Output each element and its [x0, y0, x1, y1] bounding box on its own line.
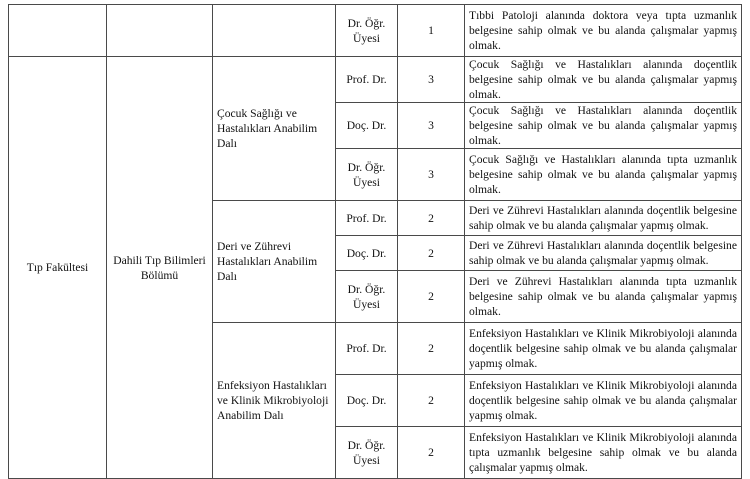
table-row	[9, 57, 742, 103]
division-name: Enfeksiyon Hastalıkları ve Klinik Mikrobiyoloji Anabilim Dalı	[213, 323, 336, 479]
faculty-name: Tıp Fakültesi	[9, 57, 107, 479]
position-requirement: Çocuk Sağlığı ve Hastalıkları alanında doçentlik belgesine sahip olmak ve bu alanda çalışmalar yapmış olmak.	[465, 57, 742, 103]
position-count: 1	[398, 5, 465, 57]
position-requirement: Deri ve Zührevi Hastalıkları alanında doçentlik belgesine sahip olmak ve bu alanda çalışmalar yapmış olmak.	[465, 201, 742, 236]
department-name: Dahili Tıp Bilimleri Bölümü	[107, 57, 213, 479]
position-requirement: Enfeksiyon Hastalıkları ve Klinik Mikrobiyoloji alanında doçentlik belgesine sahip olmak ve bu alanda çalışmalar yapmış olmak.	[465, 375, 742, 427]
position-count: 3	[398, 57, 465, 103]
position-requirement: Enfeksiyon Hastalıkları ve Klinik Mikrobiyoloji alanında doçentlik belgesine sahip olmak ve bu alanda çalışmalar yapmış olmak.	[465, 323, 742, 375]
staff-position-table	[8, 4, 742, 479]
position-count: 2	[398, 427, 465, 479]
position-title: Doç. Dr.	[336, 103, 398, 149]
faculty-cell-empty	[9, 5, 107, 57]
position-count: 3	[398, 103, 465, 149]
position-title: Doç. Dr.	[336, 375, 398, 427]
position-count: 2	[398, 323, 465, 375]
position-requirement: Tıbbi Patoloji alanında doktora veya tıpta uzmanlık belgesine sahip olmak ve bu alanda çalışmalar yapmış olmak.	[465, 5, 742, 57]
position-requirement: Çocuk Sağlığı ve Hastalıkları alanında tıpta uzmanlık belgesine sahip olmak ve bu alanda çalışmalar yapmış olmak.	[465, 149, 742, 201]
position-title: Dr. Öğr. Üyesi	[336, 149, 398, 201]
position-requirement: Deri ve Zührevi Hastalıkları alanında tıpta uzmanlık belgesine sahip olmak ve bu alanda çalışmalar yapmış olmak.	[465, 271, 742, 323]
position-count: 2	[398, 236, 465, 271]
position-title: Doç. Dr.	[336, 236, 398, 271]
position-title: Prof. Dr.	[336, 57, 398, 103]
position-count: 2	[398, 271, 465, 323]
position-count: 3	[398, 149, 465, 201]
position-count: 2	[398, 375, 465, 427]
position-title: Dr. Öğr. Üyesi	[336, 5, 398, 57]
division-name: Deri ve Zührevi Hastalıkları Anabilim Dalı	[213, 201, 336, 323]
department-cell-empty	[107, 5, 213, 57]
table-row	[9, 5, 742, 57]
position-requirement: Çocuk Sağlığı ve Hastalıkları alanında doçentlik belgesine sahip olmak ve bu alanda çalışmalar yapmış olmak.	[465, 103, 742, 149]
division-name: Çocuk Sağlığı ve Hastalıkları Anabilim Dalı	[213, 57, 336, 201]
division-cell-empty	[213, 5, 336, 57]
position-title: Prof. Dr.	[336, 323, 398, 375]
position-title: Dr. Öğr. Üyesi	[336, 271, 398, 323]
position-requirement: Enfeksiyon Hastalıkları ve Klinik Mikrobiyoloji alanında tıpta uzmanlık belgesine sahip olmak ve bu alanda çalışmalar yapmış olmak.	[465, 427, 742, 479]
position-count: 2	[398, 201, 465, 236]
position-title: Prof. Dr.	[336, 201, 398, 236]
position-title: Dr. Öğr. Üyesi	[336, 427, 398, 479]
position-requirement: Deri ve Zührevi Hastalıkları alanında doçentlik belgesine sahip olmak ve bu alanda çalışmalar yapmış olmak.	[465, 236, 742, 271]
